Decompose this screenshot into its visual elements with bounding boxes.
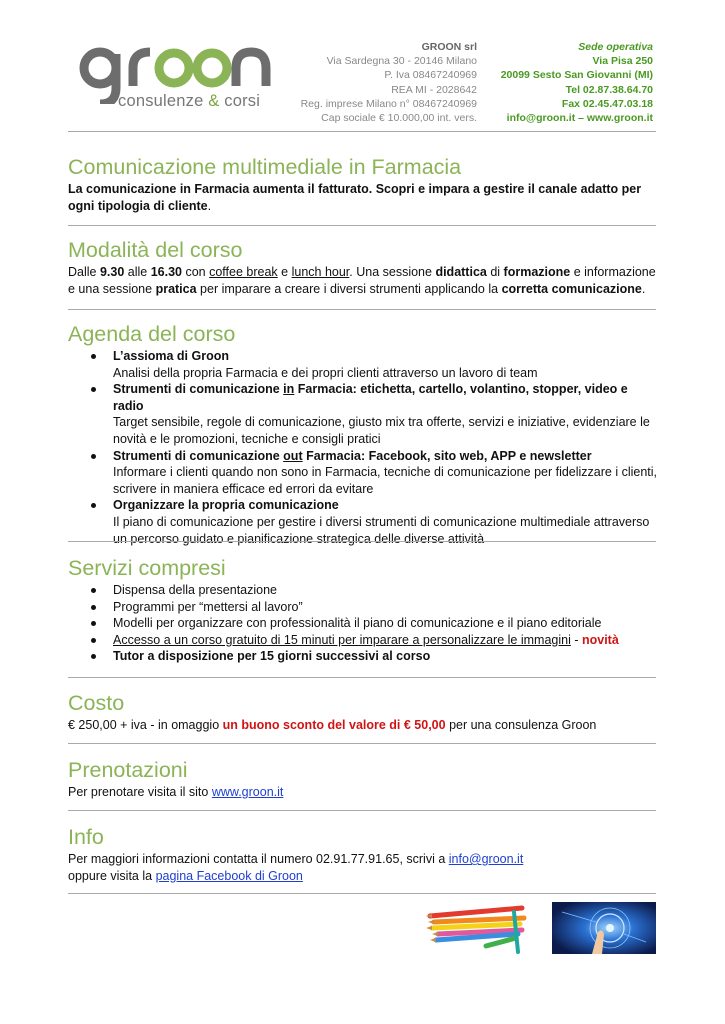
office-tel: Tel 02.87.38.64.70 [565,83,653,96]
info-text: Per maggiori informazioni contatta il numero 02.91.77.91.65, scrivi a info@groon.it [68,852,524,866]
intro-text: La comunicazione in Farmacia aumenta il fatturato. Scopri e impara a gestire il canale adatto per ogni tipologia di cliente. [68,182,642,213]
divider [68,131,656,132]
prenotazioni-section [68,757,658,801]
agenda-item-title: Strumenti di comunicazione out Farmacia: Facebook, sito web, APP e newsletter [113,448,592,463]
intro-section [68,154,658,214]
servizi-item: Tutor a disposizione per 15 giorni successivi al corso [68,648,658,665]
agenda-item [68,381,658,447]
intro-title: Comunicazione multimediale in Farmacia [68,155,462,179]
agenda-item-text: Informare i clienti quando non sono in Farmacia, tecniche di comunicazione per fidelizzare i clienti, scrivere in maniera efficace ed errori da evitare [113,465,658,496]
info-title: Info [68,825,104,849]
agenda-list [68,348,658,547]
agenda-item-title: Strumenti di comunicazione in Farmacia: etichetta, cartello, volantino, stopper, video e radio [113,382,628,413]
modalita-text: Dalle 9.30 alle 16.30 con coffee break e lunch hour. Una sessione didattica di formazione e informazione e una sessione pratica per imparare a creare i diversi strumenti applicando la corretta comunicazione. [68,265,656,296]
company-rea: REA MI - 2028642 [391,83,477,96]
info-text-2: oppure visita la pagina Facebook di Groon [68,868,303,883]
office-city: 20099 Sesto San Giovanni (MI) [500,69,653,82]
divider [68,677,656,678]
office-title: Sede operativa [578,41,653,53]
free-course-link[interactable]: Accesso a un corso gratuito di 15 minuti per imparare a personalizzare le immagini [113,632,571,647]
office-fax: Fax 02.45.47.03.18 [561,97,653,110]
divider [68,743,656,744]
servizi-list [68,582,658,665]
novita-badge: novità [581,632,619,647]
agenda-section [68,321,658,547]
agenda-item-text: Target sensibile, regole di comunicazione, giusto mix tra offerte, servizi e iniziative, evidenziare le novità e le promozioni, tecniche e consigli pratici [113,415,650,446]
agenda-item [68,497,658,547]
agenda-item [68,348,658,381]
info-section [68,824,658,884]
modalita-title: Modalità del corso [68,238,243,262]
company-info [301,40,477,125]
company-capital: Cap sociale € 10.000,00 int. vers. [321,112,477,125]
agenda-item-text: Analisi della propria Farmacia e dei propri clienti attraverso un lavoro di team [113,365,538,380]
company-piva: P. Iva 08467240969 [384,69,477,82]
company-reg: Reg. imprese Milano n° 08467240969 [300,97,477,110]
divider [68,810,656,811]
agenda-item-text: Il piano di comunicazione per gestire i diversi strumenti di comunicazione multimediale attraverso un percorso guidato e pianificazione strategica delle diverse attività [113,514,650,546]
agenda-item-title: Organizzare la propria comunicazione [113,498,339,513]
website-link[interactable]: www.groon.it [211,785,284,799]
facebook-link[interactable]: pagina Facebook di Groon [155,868,303,883]
company-address: Via Sardegna 30 - 20146 Milano [326,55,477,68]
agenda-title: Agenda del corso [68,322,236,346]
logo-tagline: consulenze & corsi [118,92,261,110]
costo-section [68,690,658,734]
prenotazioni-text: Per prenotare visita il sito www.groon.it [68,785,284,799]
company-name: GROON srl [421,41,477,53]
agenda-item [68,448,658,498]
agenda-item-title: L’assioma di Groon [113,349,229,363]
digital-touch-image [552,902,656,954]
divider [68,225,656,226]
office-info [501,40,653,125]
divider [68,893,656,894]
office-web[interactable]: info@groon.it – www.groon.it [506,112,653,125]
divider [68,309,656,310]
servizi-item: Programmi per “mettersi al lavoro” [68,599,658,616]
servizi-title: Servizi compresi [68,556,226,580]
costo-title: Costo [68,691,125,715]
servizi-section [68,555,658,665]
servizi-item: Dispensa della presentazione [68,582,658,599]
office-street: Via Pisa 250 [592,55,653,68]
colored-pencils-image [426,902,528,954]
modalita-section [68,237,658,297]
divider [68,541,656,542]
prenotazioni-title: Prenotazioni [68,758,188,782]
servizi-item: Modelli per organizzare con professionalità il piano di comunicazione e il piano editoriale [68,615,658,632]
email-link[interactable]: info@groon.it [448,852,524,866]
costo-text: € 250,00 + iva - in omaggio un buono sconto del valore di € 50,00 per una consulenza Groon [68,718,597,732]
servizi-item: Accesso a un corso gratuito di 15 minuti per imparare a personalizzare le immagini - novità [68,632,658,649]
